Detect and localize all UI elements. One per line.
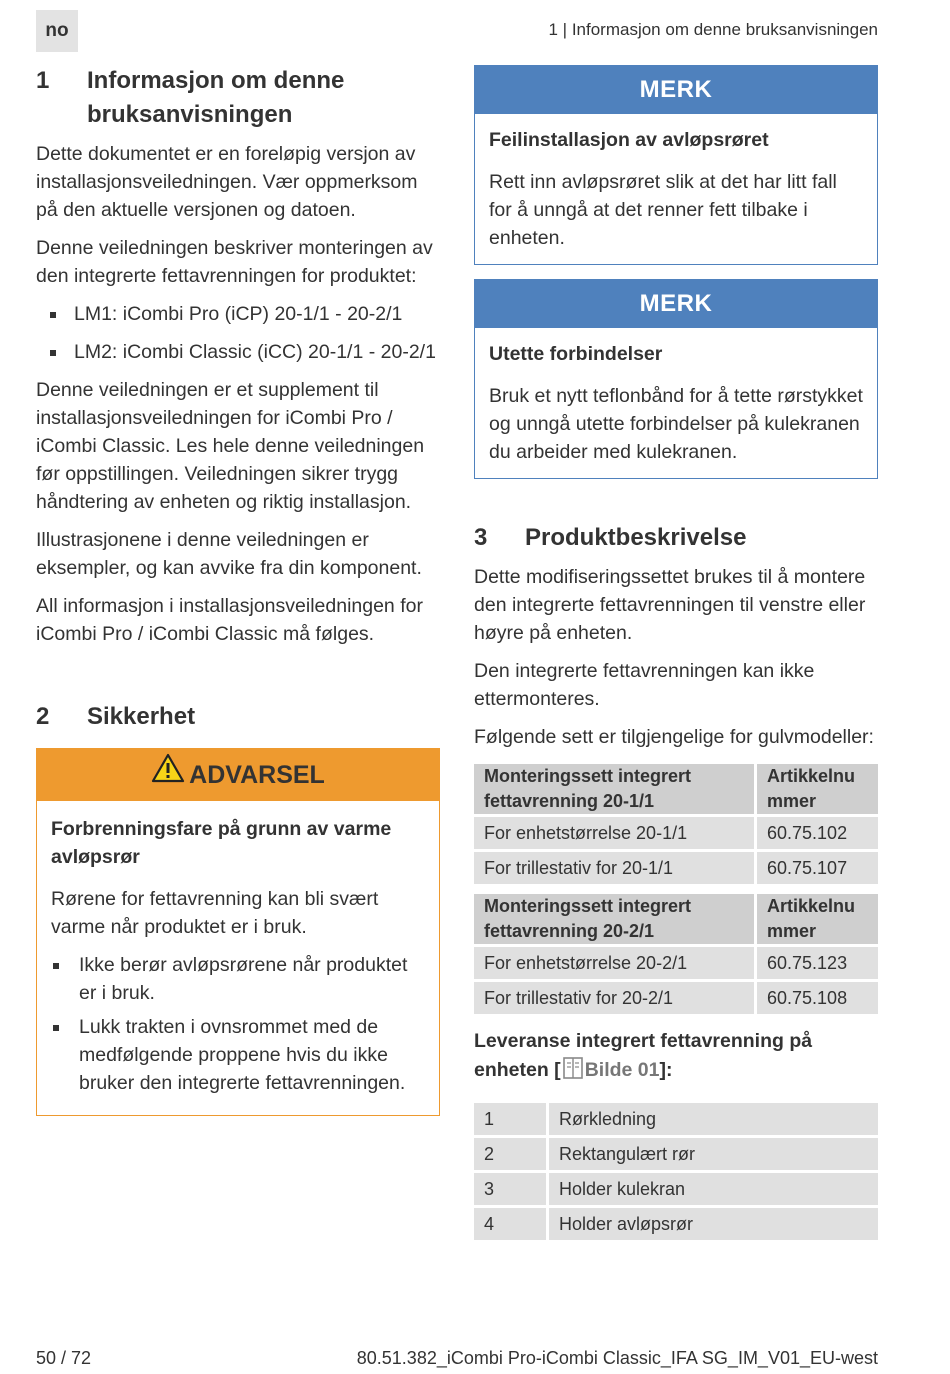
notice-title: Feilinstallasjon av avløpsrøret — [489, 129, 769, 151]
table-cell: 4 — [474, 1208, 546, 1240]
delivery-heading-text: Leveranse integrert fettavrenning på enheten [ — [474, 1030, 813, 1081]
paragraph: Illustrasjonene i denne veiledningen er eksempler, og kan avvike fra din komponent. — [36, 529, 422, 579]
paragraph: All informasjon i installasjonsveiledningen for iCombi Pro / iCombi Classic må følges. — [36, 595, 423, 645]
table-cell: 60.75.108 — [757, 982, 878, 1014]
language-badge: no — [36, 10, 78, 52]
table-header-cell: Artikkelnu mmer — [757, 764, 878, 814]
table-row — [474, 817, 878, 849]
product-list — [36, 300, 440, 366]
table-cell: Rørkledning — [549, 1103, 878, 1135]
section-number: 3 — [474, 524, 488, 551]
paragraph: Denne veiledningen beskriver monteringen av den integrerte fettavrenningen for produktet: — [36, 237, 433, 287]
table-row — [474, 1103, 878, 1135]
table-header-cell: Monteringssett integrert fettavrenning 20-1/1 — [474, 764, 754, 814]
delivery-heading — [474, 1027, 878, 1088]
warning-body — [37, 801, 439, 1115]
table-cell: Rektangulært rør — [549, 1138, 878, 1170]
section-2-heading — [36, 700, 440, 734]
list-item: LM1: iCombi Pro (iCP) 20-1/1 - 20-2/1 — [36, 300, 440, 328]
paragraph: Denne veiledningen er et supplement til installasjonsveiledningen for iCombi Pro / iCombi Classic. Les hele denne veiledningen før oppstillingen. Veiledningen sikrer trygg håndtering av enheten og riktig installasjon. — [36, 379, 425, 513]
paragraph: Dette modifiseringssettet brukes til å montere den integrerte fettavrenningen til venstre eller høyre på enheten. — [474, 566, 866, 644]
table-row — [474, 1173, 878, 1205]
section-number: 2 — [36, 703, 50, 730]
warning-text: Rørene for fettavrenning kan bli svært varme når produktet er i bruk. — [51, 888, 379, 938]
notice-header: MERK — [475, 280, 877, 328]
table-header-row — [474, 764, 878, 814]
paragraph: Følgende sett er tilgjengelige for gulvmodeller: — [474, 726, 874, 748]
table-cell: 60.75.123 — [757, 947, 878, 979]
table-row — [474, 947, 878, 979]
notice-text: Bruk et nytt teflonbånd for å tette rørstykket og unngå utette forbindelser på kulekranen du arbeider med kulekranen. — [489, 385, 863, 463]
section-number: 1 — [36, 67, 50, 94]
table-header-cell: Artikkelnu mmer — [757, 894, 878, 944]
table-row — [474, 982, 878, 1014]
warning-title: Forbrenningsfare på grunn av varme avløpsrør — [51, 818, 392, 868]
page-number: 50 / 72 — [36, 1348, 92, 1368]
kit-table-20-2-1 — [471, 891, 881, 1017]
table-row — [474, 1208, 878, 1240]
book-icon — [563, 1057, 583, 1088]
table-cell: For enhetstørrelse 20-2/1 — [474, 947, 754, 979]
notice-body — [475, 114, 877, 264]
table-cell: 60.75.107 — [757, 852, 878, 884]
running-head: 1 | Informasjon om denne bruksanvisningen — [548, 20, 878, 39]
section-1-heading — [36, 64, 440, 132]
table-header-row — [474, 894, 878, 944]
document-id: 80.51.382_iCombi Pro-iCombi Classic_IFA SG_IM_V01_EU-west — [356, 1348, 878, 1368]
table-cell: Holder kulekran — [549, 1173, 878, 1205]
notice-body — [475, 328, 877, 478]
right-column — [474, 65, 878, 1243]
warning-header — [37, 749, 439, 801]
table-header-cell: Monteringssett integrert fettavrenning 20-2/1 — [474, 894, 754, 944]
delivery-heading-end: ]: — [659, 1059, 673, 1081]
notice-text: Rett inn avløpsrøret slik at det har litt fall for å unngå at det renner fett tilbake i enheten. — [489, 171, 837, 249]
section-title: Produktbeskrivelse — [525, 524, 747, 551]
notice-box — [474, 279, 878, 479]
list-item: LM2: iCombi Classic (iCC) 20-1/1 - 20-2/1 — [36, 338, 440, 366]
table-row — [474, 1138, 878, 1170]
warning-label: ADVARSEL — [189, 761, 325, 789]
table-cell: 1 — [474, 1103, 546, 1135]
table-cell: For trillestativ for 20-2/1 — [474, 982, 754, 1014]
left-column — [36, 64, 440, 1116]
kit-table-20-1-1 — [471, 761, 881, 887]
notice-title: Utette forbindelser — [489, 343, 663, 365]
notice-box — [474, 65, 878, 265]
paragraph: Dette dokumentet er en foreløpig versjon av installasjonsveiledningen. Vær oppmerksom på den aktuelle versjonen og datoen. — [36, 143, 418, 221]
table-cell: 2 — [474, 1138, 546, 1170]
list-item: Lukk trakten i ovnsrommet med de medfølgende proppene hvis du ikke bruker den integrerte fettavrenningen. — [51, 1013, 425, 1097]
delivery-table — [471, 1100, 881, 1243]
warning-box — [36, 748, 440, 1116]
warning-list — [51, 951, 425, 1097]
warning-triangle-icon — [151, 749, 185, 801]
section-title: Sikkerhet — [87, 703, 196, 730]
list-item: Ikke berør avløpsrørene når produktet er i bruk. — [51, 951, 425, 1007]
section-3-heading — [474, 521, 878, 555]
table-cell: 3 — [474, 1173, 546, 1205]
section-title: Informasjon om denne bruksanvisningen — [87, 67, 345, 128]
figure-reference-link[interactable]: Bilde 01 — [584, 1059, 660, 1081]
table-cell: Holder avløpsrør — [549, 1208, 878, 1240]
paragraph: Den integrerte fettavrenningen kan ikke ettermonteres. — [474, 660, 815, 710]
table-row — [474, 852, 878, 884]
table-cell: 60.75.102 — [757, 817, 878, 849]
notice-header: MERK — [475, 66, 877, 114]
table-cell: For enhetstørrelse 20-1/1 — [474, 817, 754, 849]
table-cell: For trillestativ for 20-1/1 — [474, 852, 754, 884]
